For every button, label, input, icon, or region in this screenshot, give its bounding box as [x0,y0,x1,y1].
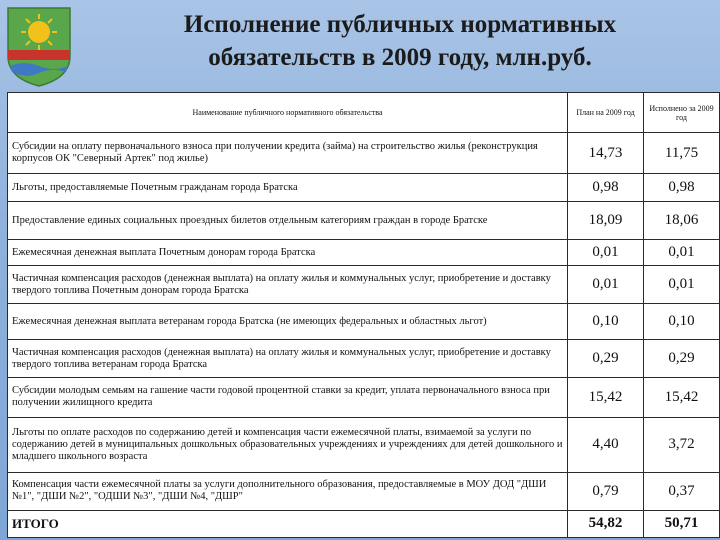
row-plan: 18,09 [568,202,644,240]
city-emblem-icon [4,4,74,88]
row-name: Частичная компенсация расходов (денежная выплата) на оплату жилья и коммунальных услуг, приобретение и доставку твердого топлива ветеранам города Братска [8,340,568,377]
row-done: 18,06 [644,202,720,240]
row-done: 11,75 [644,133,720,174]
row-done: 0,01 [644,266,720,304]
row-plan: 0,98 [568,174,644,202]
table-row [8,472,720,510]
row-done: 15,42 [644,377,720,417]
row-done: 0,98 [644,174,720,202]
table-row [8,377,720,417]
obligations-table [7,92,720,538]
row-plan: 0,01 [568,240,644,266]
row-name: Предоставление единых социальных проездных билетов отдельным категориям граждан в городе Братске [8,202,568,240]
row-name: Ежемесячная денежная выплата ветеранам города Братска (не имеющих федеральных и областных льгот) [8,304,568,340]
row-done: 0,29 [644,340,720,377]
table-header-row [8,93,720,133]
row-done: 3,72 [644,417,720,472]
table-row [8,340,720,377]
title-line-1: Исполнение публичных нормативных [183,11,617,38]
row-name: Компенсация части ежемесячной платы за услуги дополнительного образования, предоставляемые в МОУ ДОД "ДШИ №1", "ДШИ №2", "ОДШИ №3", "ДШИ №4, "ДШР" [8,472,568,510]
row-plan: 15,42 [568,377,644,417]
row-plan: 0,79 [568,472,644,510]
table-row [8,133,720,174]
row-name: Субсидии молодым семьям на гашение части годовой процентной ставки за кредит, уплата первоначального взноса при получении жилищного кредита [8,377,568,417]
table-row [8,240,720,266]
table-row [8,417,720,472]
header-plan: План на 2009 год [568,93,644,133]
table-row [8,266,720,304]
row-plan: 4,40 [568,417,644,472]
row-plan: 14,73 [568,133,644,174]
row-done: 0,01 [644,240,720,266]
total-done: 50,71 [644,510,720,537]
row-name: Частичная компенсация расходов (денежная выплата) на оплату жилья и коммунальных услуг, приобретение и доставку твердого топлива Почетным донорам города Братска [8,266,568,304]
row-name: Субсидии на оплату первоначального взноса при получении кредита (займа) на строительство жилья (реконструкция корпусов ОК "Северный Артек" под жилье) [8,133,568,174]
header [0,0,720,92]
row-done: 0,37 [644,472,720,510]
row-name: Льготы по оплате расходов по содержанию детей и компенсация части ежемесячной платы, взимаемой за услуги по содержанию детей в муниципальных дошкольных образовательных учреждениях и учреждениях для детей дошкольного и младшего школьного возраста [8,417,568,472]
total-plan: 54,82 [568,510,644,537]
table-total-row [8,510,720,537]
row-plan: 0,01 [568,266,644,304]
total-label: ИТОГО [8,510,568,537]
row-plan: 0,29 [568,340,644,377]
row-done: 0,10 [644,304,720,340]
title-line-2: обязательств в 2009 году, млн.руб. [208,44,592,71]
table-row [8,174,720,202]
row-name: Льготы, предоставляемые Почетным гражданам города Братска [8,174,568,202]
header-done: Исполнено за 2009 год [644,93,720,133]
table-row [8,202,720,240]
page-title [80,8,720,74]
row-plan: 0,10 [568,304,644,340]
header-name: Наименование публичного нормативного обязательства [8,93,568,133]
row-name: Ежемесячная денежная выплата Почетным донорам города Братска [8,240,568,266]
table-row [8,304,720,340]
